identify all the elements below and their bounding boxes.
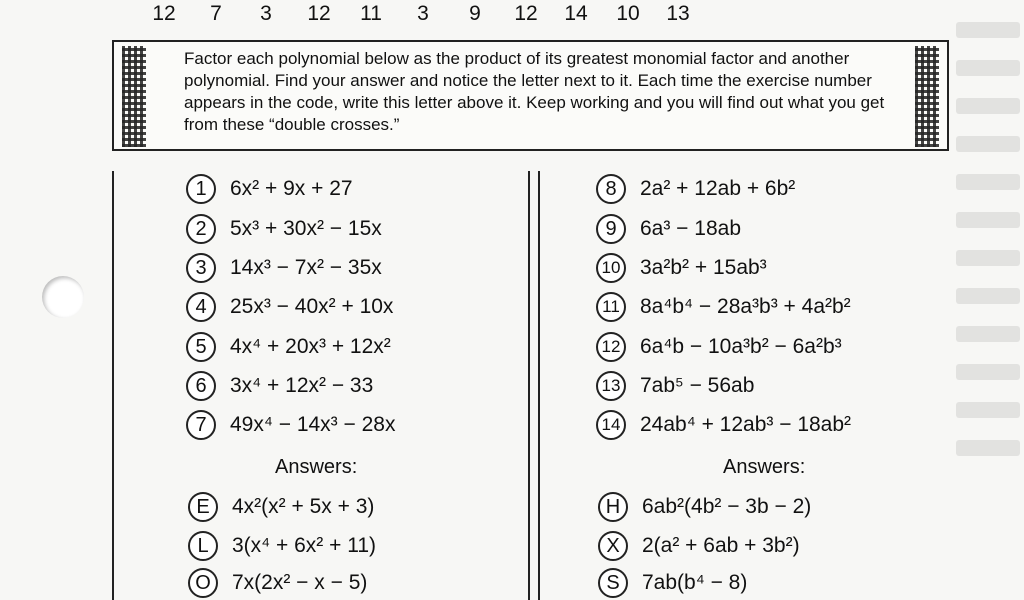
exercise-item	[596, 369, 754, 403]
answer-letter: S	[598, 568, 628, 598]
answer-item	[598, 490, 811, 524]
exercise-expression: 24ab⁴ + 12ab³ − 18ab²	[640, 413, 852, 436]
answer-letter: E	[188, 492, 218, 522]
exercise-number: 6	[186, 371, 216, 401]
answer-item	[188, 529, 376, 563]
exercise-item	[596, 212, 741, 246]
column-divider	[538, 171, 540, 600]
exercise-number: 11	[596, 292, 626, 322]
exercise-expression: 6x² + 9x + 27	[230, 177, 353, 200]
exercise-expression: 8a⁴b⁴ − 28a³b³ + 4a²b²	[640, 295, 851, 318]
answer-item	[598, 566, 747, 600]
code-number: 12	[307, 2, 331, 25]
answer-item	[188, 566, 367, 600]
exercise-item	[186, 172, 353, 206]
exercise-expression: 6a³ − 18ab	[640, 217, 742, 240]
answer-letter: L	[188, 531, 218, 561]
exercise-number: 9	[596, 214, 626, 244]
instructions-text: Factor each polynomial below as the product of its greatest monomial factor and another polynomial. Find your answer and notice the letter next to it. Each time the exercise number appears in the code, write this letter above it. Keep working and you will find out what you get from these “double crosses.”	[184, 49, 885, 134]
answer-expression: 7x(2x² − x − 5)	[232, 571, 368, 594]
exercise-number: 8	[596, 174, 626, 204]
code-number: 9	[469, 2, 481, 25]
punch-hole	[42, 276, 84, 318]
code-number: 12	[514, 2, 538, 25]
decorative-border-right	[915, 46, 939, 147]
code-row	[0, 0, 1024, 30]
code-number: 3	[260, 2, 272, 25]
code-number: 11	[360, 2, 382, 25]
exercise-expression: 25x³ − 40x² + 10x	[230, 295, 394, 318]
exercise-expression: 49x⁴ − 14x³ − 28x	[230, 413, 396, 436]
exercise-number: 3	[186, 253, 216, 283]
code-number: 7	[210, 2, 222, 25]
code-number: 13	[666, 2, 690, 25]
exercise-expression: 3x⁴ + 12x² − 33	[230, 374, 374, 397]
exercise-item	[186, 369, 373, 403]
answer-letter: O	[188, 568, 218, 598]
exercise-number: 1	[186, 174, 216, 204]
answer-expression: 4x²(x² + 5x + 3)	[232, 495, 375, 518]
column-divider	[112, 171, 114, 600]
exercise-item	[186, 330, 391, 364]
exercise-number: 14	[596, 410, 626, 440]
exercise-number: 4	[186, 292, 216, 322]
instructions-box	[112, 40, 949, 151]
answer-item	[188, 490, 374, 524]
exercise-item	[596, 408, 851, 442]
answer-item	[598, 529, 800, 563]
exercise-item	[186, 212, 382, 246]
exercise-expression: 14x³ − 7x² − 35x	[230, 256, 382, 279]
column-divider	[528, 171, 530, 600]
answer-expression: 7ab(b⁴ − 8)	[642, 571, 748, 594]
exercise-expression: 7ab⁵ − 56ab	[640, 374, 755, 397]
code-number: 10	[616, 2, 640, 25]
bleed-through-shadow	[952, 0, 1024, 600]
answer-letter: X	[598, 531, 628, 561]
exercise-number: 2	[186, 214, 216, 244]
exercise-item	[596, 290, 851, 324]
answers-heading: Answers:	[275, 456, 358, 478]
exercise-number: 7	[186, 410, 216, 440]
answers-heading: Answers:	[723, 456, 806, 478]
exercise-item	[596, 172, 795, 206]
answer-letter: H	[598, 492, 628, 522]
answer-expression: 2(a² + 6ab + 3b²)	[642, 534, 800, 557]
exercise-item	[596, 251, 767, 285]
exercise-expression: 3a²b² + 15ab³	[640, 256, 767, 279]
exercise-item	[186, 290, 393, 324]
exercise-number: 5	[186, 332, 216, 362]
exercise-expression: 4x⁴ + 20x³ + 12x²	[230, 335, 391, 358]
code-number: 14	[564, 2, 588, 25]
exercise-item	[186, 408, 395, 442]
exercise-expression: 2a² + 12ab + 6b²	[640, 177, 796, 200]
answer-expression: 3(x⁴ + 6x² + 11)	[232, 534, 377, 557]
exercise-expression: 5x³ + 30x² − 15x	[230, 217, 382, 240]
decorative-border-left	[122, 46, 146, 147]
exercise-item	[596, 330, 842, 364]
code-number: 12	[152, 2, 176, 25]
exercise-number: 13	[596, 371, 626, 401]
exercise-expression: 6a⁴b − 10a³b² − 6a²b³	[640, 335, 842, 358]
answer-expression: 6ab²(4b² − 3b − 2)	[642, 495, 812, 518]
exercise-item	[186, 251, 382, 285]
exercise-number: 12	[596, 332, 626, 362]
code-number: 3	[417, 2, 429, 25]
exercise-number: 10	[596, 253, 626, 283]
